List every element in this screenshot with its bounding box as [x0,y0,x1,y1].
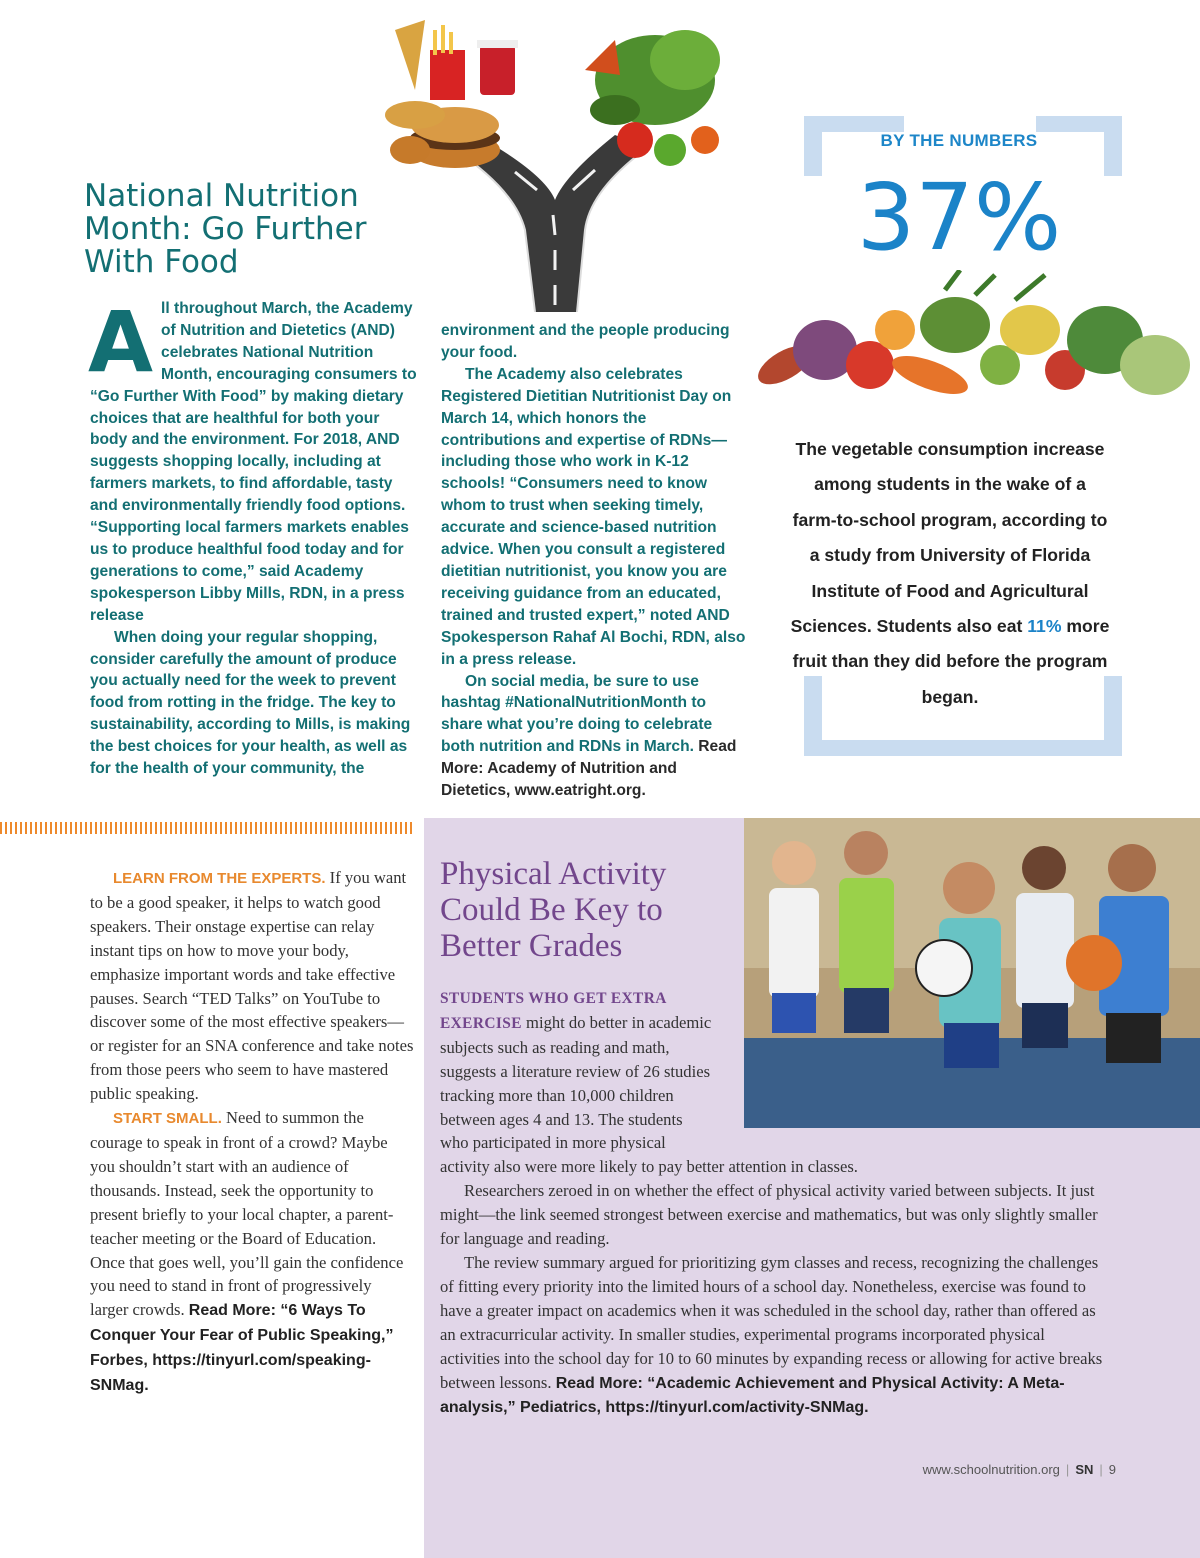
paragraph: ll throughout March, the Academy of Nutrition and Dietetics (AND) celebrates National Nutrition Month, encouraging consumers to “Go Further With Food” by making dietary choices that are healthful for both your body and the environment. For 2018, AND suggests shopping locally, including at farmers markets, to find affordable, tasty and environmentally friendly food options. “Supporting local farmers markets enables us to produce healthful food today and for generations to come,” said Academy spokesperson Libby Mills, RDN, in a press release [90,300,417,624]
page-number: 9 [1108,1462,1116,1477]
magazine-abbrev: SN [1075,1462,1094,1477]
paragraph-text: Need to summon the courage to speak in front of a crowd? Maybe you shouldn’t start with an audience of thousands. Instead, seek the opportunity to present briefly to your local chapter, a parent-teacher meeting or the Board of Education. Once that goes well, you’ll gain the confidence you need to stand in front of progressively larger crowds. [90,1108,404,1320]
public-speaking-article [90,866,414,1398]
paragraph-text: If you want to be a good speaker, it helps to watch good speakers. Their onstage expertise can relay instant tips on how to move your body, emphasize important words and take effective pauses. Search “TED Talks” on YouTube to discover some of the most effective speakers—or register for an SNA conference and take notes from those peers who seem to have mastered public speaking. [90,868,414,1104]
paragraph-text: On social media, be sure to use hashtag #NationalNutritionMonth to share what you’re doing to celebrate both nutrition and RDNs in March. [441,672,713,756]
article-column-2 [441,320,746,802]
paragraph: environment and the people producing your food. [441,322,730,361]
subhead: LEARN FROM THE EXPERTS. [113,870,326,887]
article-column-1 [88,293,420,780]
paragraph [441,671,746,802]
article-title: Physical Activity Could Be Key to Better Grades [440,856,667,964]
statistic-text: more fruit than they did before the program began. [792,616,1110,707]
statistic-description [790,432,1110,715]
paragraph: The Academy also celebrates Registered Dietitian Nutritionist Day on March 14, which honors the contributions and expertise of RDNs—including those who work in K-12 schools! “Consumers need to know whom to trust when seeking timely, accurate and science-based nutrition advice. When you consult a registered dietitian nutritionist, you know you are receiving guidance from an educated, trained and trusted expert,” noted AND Spokesperson Rahaf Al Bochi, RDN, also in a press release. [441,365,746,668]
paragraph-text: The review summary argued for prioritizing gym classes and recess, recognizing the challenges of fitting every priority into the limited hours of a school day. Nonetheless, exercise was found to have a greater impact on academics when it was scheduled in the school day, rather than offered as an extracurricular activity. In smaller studies, experimental programs incorporated physical activities into the school day for 10 to 60 minutes by expanding recess or allowing for active breaks between lessons. [440,1252,1103,1392]
paragraph-text: might do better in academic subjects such as reading and math, suggests a literature review of 26 studies tracking more than 10,000 children between ages 4 and 13. The students who participated in more physical activity also were more likely to pay better attention in classes. [440,1012,858,1177]
statistic-text: The vegetable consumption increase among students in the wake of a farm-to-school program, according to a study from University of Florida Institute of Food and Agricultural Sciences. Students also eat [790,439,1108,637]
by-the-numbers-label: BY THE NUMBERS [880,131,1038,150]
read-more-link[interactable]: Read More: “6 Ways To Conquer Your Fear of Public Speaking,” Forbes, https://tinyurl.com/speaking-SNMag. [90,1302,394,1395]
statistic-highlight: 11% [1027,616,1062,637]
junk-food-vs-vegetables-road-illustration [385,0,745,312]
page-footer: www.schoolnutrition.org | SN | 9 [922,1462,1116,1477]
paragraph: Researchers zeroed in on whether the effect of physical activity varied between subjects. It just might—the link seemed strongest between exercise and mathematics, but was only slightly smaller for language and reading. [440,1181,1098,1249]
paragraph [90,866,414,1106]
paragraph [90,1106,414,1398]
section-divider [0,822,412,834]
statistic-value: 37% [856,164,1062,271]
physical-activity-article [440,986,1105,1420]
lead-in: STUDENTS WHO GET EXTRA EXERCISE [440,990,666,1032]
article-title: National Nutrition Month: Go Further With Food [84,178,367,280]
paragraph [440,1251,1105,1420]
vegetables-illustration [745,270,1200,425]
read-more-link[interactable]: Read More: Academy of Nutrition and Dietetics, www.eatright.org. [441,738,737,800]
subhead: START SMALL. [113,1110,222,1128]
drop-cap: A [88,293,154,391]
footer-url[interactable]: www.schoolnutrition.org [922,1462,1060,1477]
read-more-link[interactable]: Read More: “Academic Achievement and Physical Activity: A Meta-analysis,” Pediatrics, https://tinyurl.com/activity-SNMag. [440,1374,1065,1417]
paragraph: When doing your regular shopping, consider carefully the amount of produce you actually need for the week to prevent food from rotting in the fridge. The key to sustainability, according to Mills, is making the best choices for your health, as well as for the health of your community, the [90,628,411,778]
